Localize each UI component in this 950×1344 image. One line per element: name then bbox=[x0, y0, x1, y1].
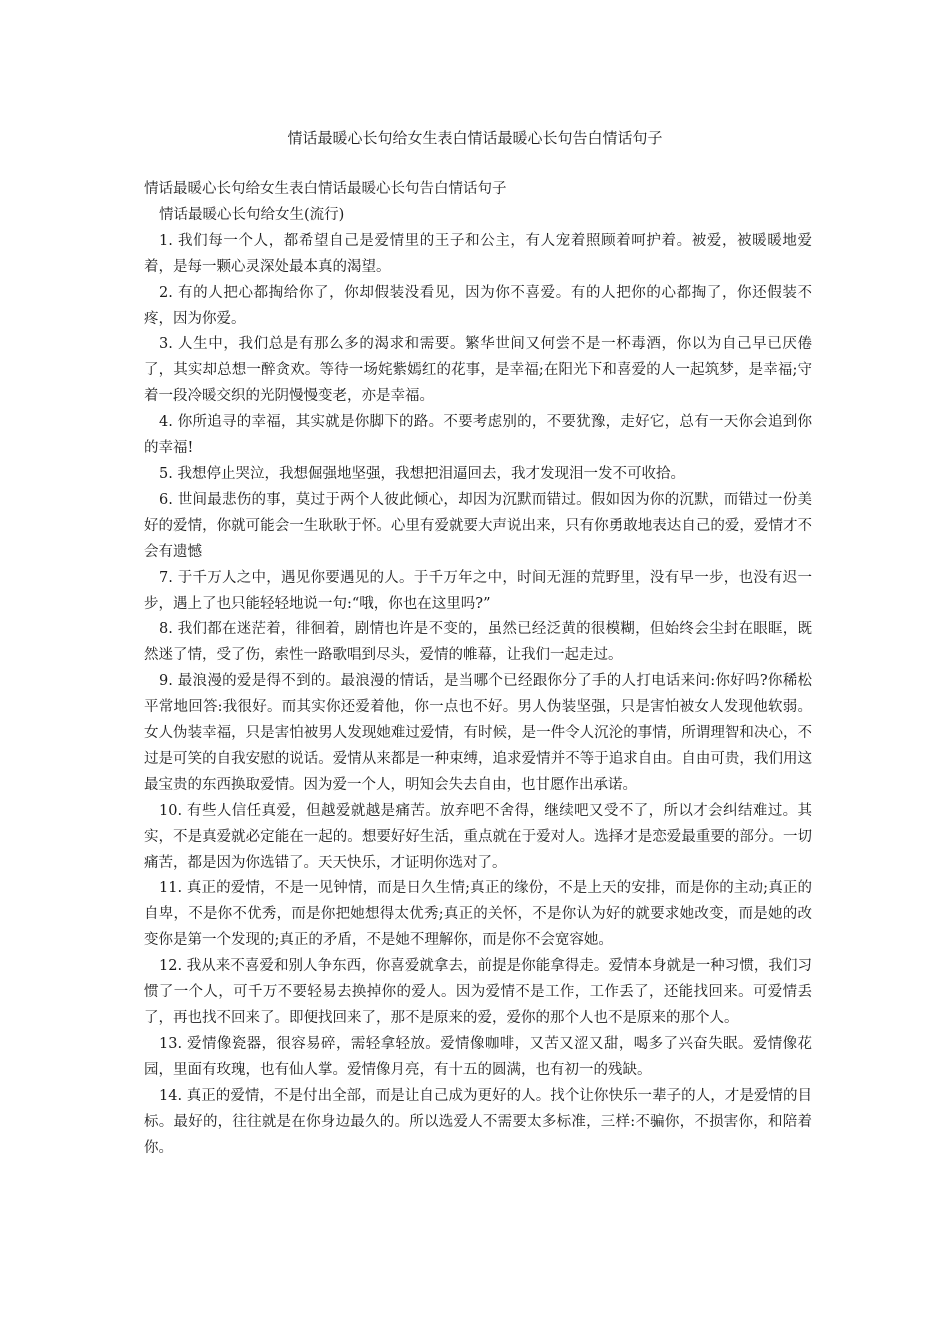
paragraph-item-2: 2. 有的人把心都掏给你了，你却假装没看见，因为你不喜爱。有的人把你的心都掏了，你还假装不疼，因为你爱。 bbox=[144, 284, 812, 327]
document-heading: 情话最暖心长句给女生表白情话最暖心长句告白情话句子 bbox=[144, 181, 507, 197]
paragraph-item-10: 10. 有些人信任真爱，但越爱就越是痛苦。放弃吧不舍得，继续吧又受不了，所以才会纠结难过。其实，不是真爱就必定能在一起的。想要好好生活，重点就在于爱对人。选择才是恋爱最重要的部分。一切痛苦，都是因为你选错了。天天快乐，才证明你选对了。 bbox=[144, 802, 812, 871]
paragraph-item-11: 11. 真正的爱情，不是一见钟情，而是日久生情;真正的缘份，不是上天的安排，而是你的主动;真正的自卑，不是你不优秀，而是你把她想得太优秀;真正的关怀，不是你认为好的就要求她改变，而是她的改变你是第一个发现的;真正的矛盾，不是她不理解你，而是你不会宽容她。 bbox=[144, 880, 812, 949]
paragraph-item-5: 5. 我想停止哭泣，我想倔强地坚强，我想把泪逼回去，我才发现泪一发不可收拾。 bbox=[159, 465, 685, 482]
paragraph-item-7: 7. 于千万人之中，遇见你要遇见的人。于千万年之中，时间无涯的荒野里，没有早一步，也没有迟一步，遇上了也只能轻轻地说一句:“哦，你也在这里吗?” bbox=[144, 569, 812, 612]
paragraph-item-14: 14. 真正的爱情，不是付出全部，而是让自己成为更好的人。找个让你快乐一辈子的人，才是爱情的目标。最好的，往往就是在你身边最久的。所以选爱人不需要太多标准，三样:不骗你，不损害你，和陪着你。 bbox=[144, 1087, 812, 1156]
paragraph-item-3: 3. 人生中，我们总是有那么多的渴求和需要。繁华世间又何尝不是一杯毒酒，你以为自己早已厌倦了，其实却总想一醉贪欢。等待一场姹紫嫣红的花事，是幸福;在阳光下和喜爱的人一起筑梦，是幸福;守着一段冷暖交织的光阴慢慢变老，亦是幸福。 bbox=[144, 336, 812, 405]
paragraph-item-4: 4. 你所追寻的幸福，其实就是你脚下的路。不要考虑别的，不要犹豫，走好它，总有一天你会追到你的幸福! bbox=[144, 414, 812, 457]
paragraph-item-6: 6. 世间最悲伤的事，莫过于两个人彼此倾心，却因为沉默而错过。假如因为你的沉默，而错过一份美好的爱情，你就可能会一生耿耿于怀。心里有爱就要大声说出来，只有你勇敢地表达自己的爱，爱情才不会有遗憾 bbox=[144, 491, 812, 560]
paragraph-item-12: 12. 我从来不喜爱和别人争东西，你喜爱就拿去，前提是你能拿得走。爱情本身就是一种习惯，我们习惯了一个人，可千万不要轻易去换掉你的爱人。因为爱情不是工作，工作丢了，还能找回来。可爱情丢了，再也找不回来了。即便找回来了，那不是原来的爱，爱你的那个人也不是原来的那个人。 bbox=[144, 958, 812, 1026]
paragraph-item-13: 13. 爱情像瓷器，很容易碎，需轻拿轻放。爱情像咖啡，又苦又涩又甜，喝多了兴奋失眠。爱情像花园，里面有玫瑰，也有仙人掌。爱情像月亮，有十五的圆满，也有初一的残缺。 bbox=[144, 1035, 812, 1078]
paragraph-item-8: 8. 我们都在迷茫着，徘徊着，剧情也许是不变的，虽然已经泛黄的很模糊，但始终会尘封在眼眶，既然迷了情，受了伤，索性一路歌唱到尽头，爱情的帷幕，让我们一起走过。 bbox=[144, 621, 812, 664]
document-body bbox=[144, 177, 812, 1161]
paragraph-item-9: 9. 最浪漫的爱是得不到的。最浪漫的情话，是当哪个已经跟你分了手的人打电话来问:你好吗?你稀松平常地回答:我很好。而其实你还爱着他，你一点也不好。男人伪装坚强，只是害怕被女人发现他软弱。女人伪装幸福，只是害怕被男人发现她难过爱情，有时候，是一件令人沉沦的事情，所谓理智和决心，不过是可笑的自我安慰的说话。爱情从来都是一种束缚，追求爱情并不等于追求自由。自由可贵，我们用这最宝贵的东西换取爱情。因为爱一个人，明知会失去自由，也甘愿作出承诺。 bbox=[144, 673, 812, 793]
paragraph-item-1: 1. 我们每一个人，都希望自己是爱情里的王子和公主，有人宠着照顾着呵护着。被爱，被暖暖地爱着，是每一颗心灵深处最本真的渴望。 bbox=[144, 232, 812, 275]
document-title: 情话最暖心长句给女生表白情话最暖心长句告白情话句子 bbox=[287, 129, 663, 147]
section-heading: 情话最暖心长句给女生(流行) bbox=[159, 206, 345, 223]
